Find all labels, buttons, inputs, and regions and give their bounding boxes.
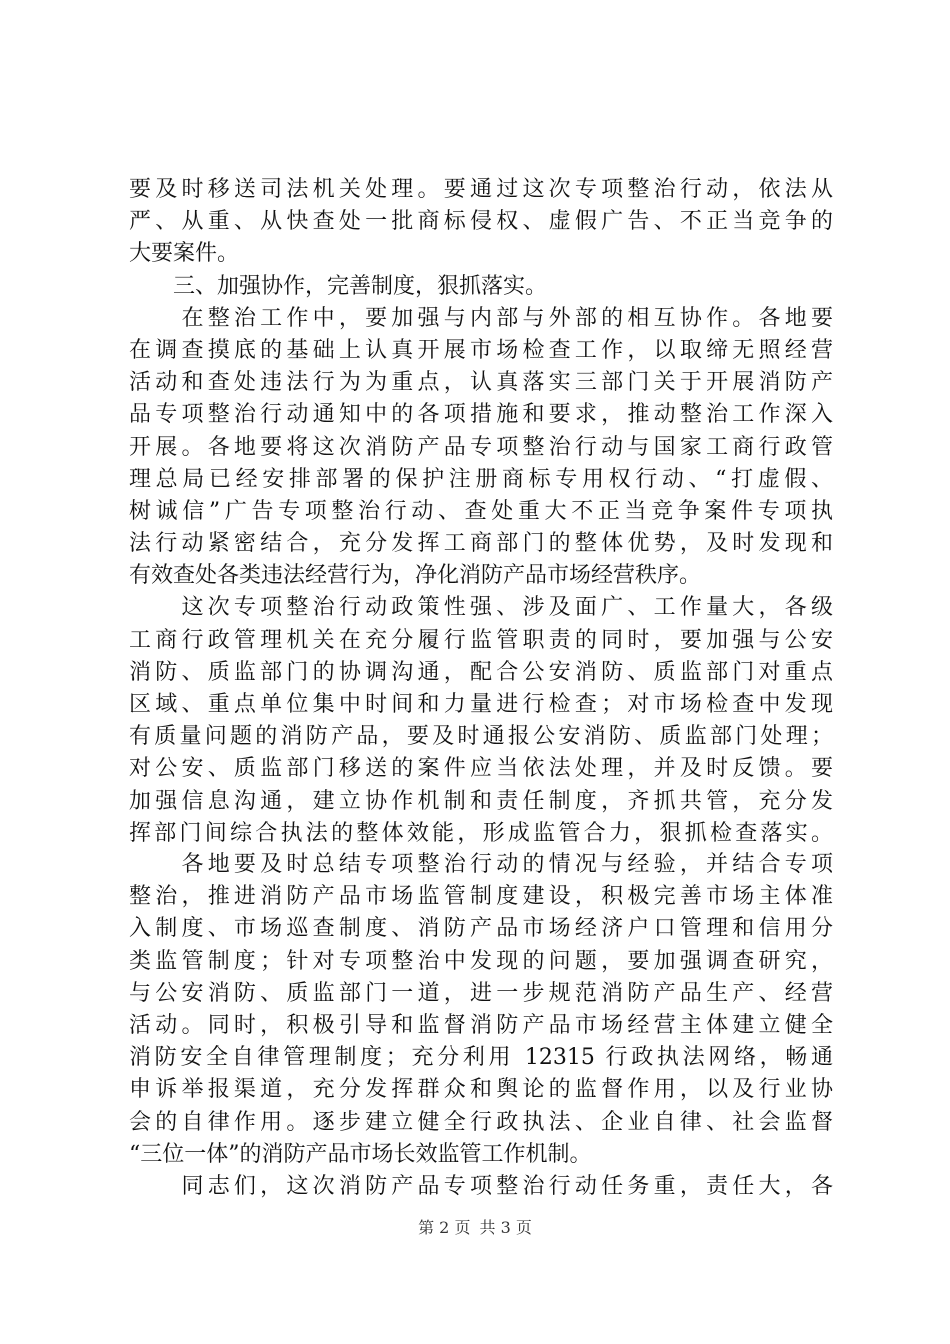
text-line: 严、从重、从快查处一批商标侵权、虚假广告、不正当竞争的 (129, 209, 833, 235)
text-line: 要及时移送司法机关处理。要通过这次专项整治行动，依法从 (129, 177, 833, 202)
text-line: 与公安消防、质监部门一道，进一步规范消防产品生产、经营 (129, 980, 833, 1006)
text-line: 会的自律作用。逐步建立健全行政执法、企业自律、社会监督 (129, 1109, 833, 1135)
text-line: 法行动紧密结合，充分发挥工商部门的整体优势，及时发现和 (129, 531, 833, 557)
text-line: 申诉举报渠道，充分发挥群众和舆论的监督作用，以及行业协 (129, 1077, 833, 1103)
text-line: 有质量问题的消防产品，要及时通报公安消防、质监部门处理； (129, 724, 833, 750)
text-line: 大要案件。 (129, 241, 240, 267)
text-line: 品专项整治行动通知中的各项措施和要求，推动整治工作深入 (129, 402, 833, 428)
page-number: 第 2 页 (418, 1218, 471, 1237)
text-line: 这次专项整治行动政策性强、涉及面广、工作量大，各级 (129, 595, 833, 621)
text-line: 理总局已经安排部署的保护注册商标专用权行动、“打虚假、 (129, 466, 833, 492)
text-line: 对公安、质监部门移送的案件应当依法处理，并及时反馈。要 (129, 756, 833, 782)
text-line: 活动。同时，积极引导和监督消防产品市场经营主体建立健全 (129, 1012, 833, 1038)
text-line: 活动和查处违法行为为重点，认真落实三部门关于开展消防产 (129, 370, 833, 396)
text-line: 树诚信”广告专项整治行动、查处重大不正当竞争案件专项执 (129, 498, 833, 524)
text-line: 整治，推进消防产品市场监管制度建设，积极完善市场主体准 (129, 884, 833, 910)
text-line: 三、加强协作，完善制度，狠抓落实。 (129, 273, 548, 299)
body-text-part2 (129, 849, 833, 1203)
page-footer (0, 1215, 950, 1238)
text-line: 区域、重点单位集中时间和力量进行检查；对市场检查中发现 (129, 692, 833, 717)
text-line: 各地要及时总结专项整治行动的情况与经验，并结合专项 (129, 852, 833, 877)
body-text-part1 (129, 174, 833, 850)
text-line: “三位一体”的消防产品市场长效监管工作机制。 (129, 1141, 592, 1167)
text-line: 类监管制度；针对专项整治中发现的问题，要加强调查研究， (129, 948, 833, 974)
text-line: 在整治工作中，要加强与内部与外部的相互协作。各地要 (129, 305, 833, 331)
text-line: 消防安全自律管理制度；充分利用 12315 行政执法网络，畅通 (129, 1045, 833, 1071)
text-line: 加强信息沟通，建立协作机制和责任制度，齐抓共管，充分发 (129, 788, 833, 814)
text-line: 有效查处各类违法经营行为，净化消防产品市场经营秩序。 (129, 563, 702, 589)
page-total: 共 3 页 (479, 1218, 532, 1237)
text-line: 入制度、市场巡查制度、消防产品市场经济户口管理和信用分 (129, 916, 833, 942)
text-line: 消防、质监部门的协调沟通，配合公安消防、质监部门对重点 (129, 659, 833, 685)
text-line: 同志们，这次消防产品专项整治行动任务重，责任大，各 (129, 1173, 833, 1199)
text-line: 开展。各地要将这次消防产品专项整治行动与国家工商行政管 (129, 434, 833, 460)
text-line: 挥部门间综合执法的整体效能，形成监管合力，狠抓检查落实。 (129, 820, 833, 846)
text-line: 工商行政管理机关在充分履行监管职责的同时，要加强与公安 (129, 627, 833, 653)
text-line: 在调查摸底的基础上认真开展市场检查工作，以取缔无照经营 (129, 337, 833, 363)
